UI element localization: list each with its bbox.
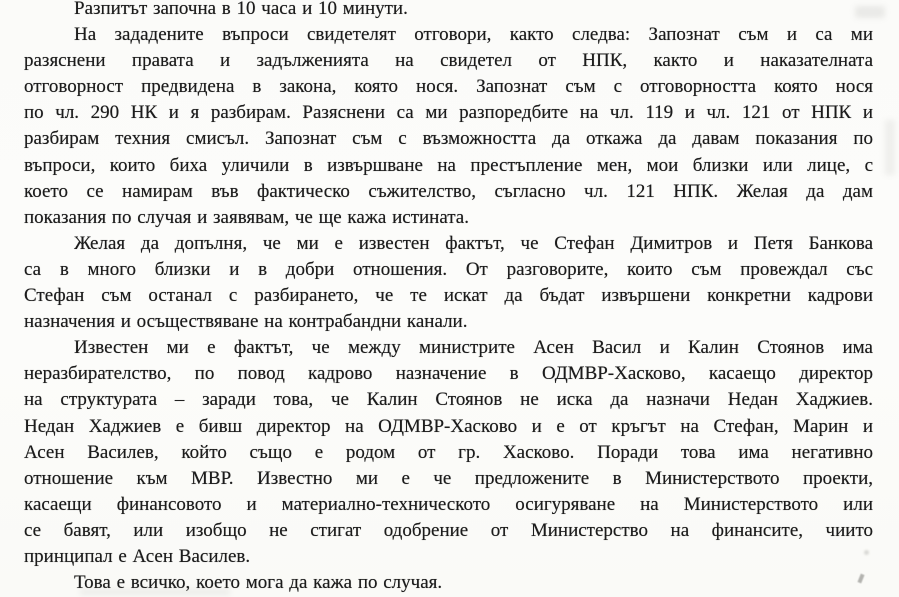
text-line: се бавят, или изобщо не стигат одобрение от Министерство на финансите, чиито	[24, 519, 873, 541]
text-line: принципал е Асен Василев.	[24, 545, 251, 567]
document-text	[24, 0, 873, 596]
text-line: разбирам техния смисъл. Запознат съм с възможността да откажа да давам показания по	[24, 128, 873, 150]
text-line: неразбирателство, по повод кадрово назначение в ОДМВР-Хасково, касаещо директор	[24, 363, 873, 385]
text-line: Стефан съм останал с разбирането, че те искат да бъдат извършени конкретни кадрови	[24, 285, 873, 307]
text-line: отговорност предвидена в закона, която нося. Запознат съм с отговорността която нося	[24, 76, 873, 98]
text-line: касаещи финансовото и материално-техническото осигуряване на Министерството или	[24, 493, 873, 515]
text-line: въпроси, които биха уличили в извършване на престъпление мен, мои близки или лице, с	[24, 154, 873, 176]
text-line: са в много близки и в добри отношения. От разговорите, които съм провеждал със	[24, 258, 873, 280]
text-line: на структурата – заради това, че Калин Стоянов не иска да назначи Недан Хаджиев.	[24, 389, 873, 411]
text-line: назначения и осъществяване на контрабандни канали.	[24, 311, 468, 333]
text-line: отношение към МВР. Известно ми е че предложените в Министерството проекти,	[24, 467, 873, 489]
text-line: показания по случая и заявявам, че ще кажа истината.	[24, 206, 469, 228]
paragraph	[24, 0, 873, 22]
text-line: Известен ми е фактът, че между министрите Асен Васил и Калин Стоянов има	[74, 337, 873, 359]
text-line: разяснени правата и задълженията на свидетел от НПК, както и наказателната	[24, 50, 873, 72]
text-line: по чл. 290 НК и я разбирам. Разяснени са ми разпоредбите на чл. 119 и чл. 121 от НПК и	[24, 102, 873, 124]
paragraph	[24, 335, 873, 570]
text-line: Разпитът започна в 10 часа и 10 минути.	[74, 0, 408, 19]
paragraph	[24, 22, 873, 231]
text-line: Недан Хаджиев е бивш директор на ОДМВР-Хасково и е от кръгът на Стефан, Марин и	[24, 415, 873, 437]
text-line: Асен Василев, който също е родом от гр. Хасково. Поради това има негативно	[24, 441, 873, 463]
scan-smudge	[885, 120, 895, 175]
text-line: Това е всичко, което мога да кажа по случая.	[74, 572, 443, 594]
text-line: което се намирам във фактическо съжителство, съгласно чл. 121 НПК. Желая да дам	[24, 180, 873, 202]
paragraph	[24, 570, 873, 596]
text-line: На зададените въпроси свидетелят отговори, както следва: Запознат съм и са ми	[74, 24, 873, 46]
text-line: Желая да допълня, че ми е известен фактът, че Стефан Димитров и Петя Банкова	[74, 232, 873, 254]
paragraph	[24, 231, 873, 335]
